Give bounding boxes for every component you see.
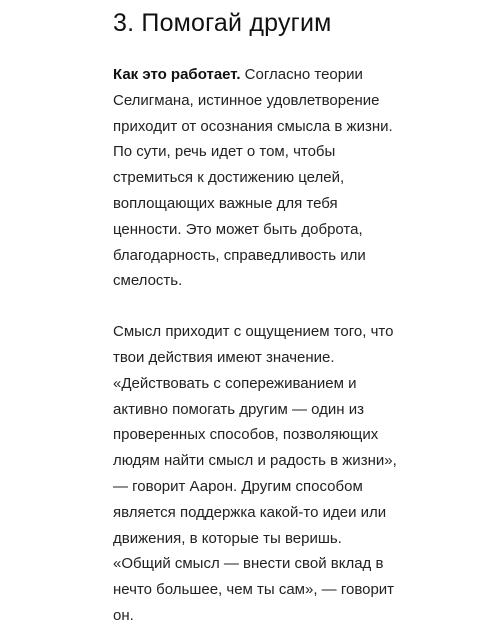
paragraph-body: Согласно теории Селигмана, истинное удовлетворение приходит от осознания смысла в жизни. По сути, речь идет о том, чтобы стремиться к достижению целей, воплощающих важные для тебя ценности. Это может быть доброта, благодарность, справедливость или смелость.	[113, 66, 393, 290]
section-heading: 3. Помогай другим	[113, 9, 332, 37]
lead-in-bold: Как это работает.	[113, 66, 241, 83]
paragraph-meaning: Смысл приходит с ощущением того, что твои действия имеют значение. «Действовать с сопереживанием и активно помогать другим — один из проверенных способов, позволяющих людям найти смысл и радость в жизни», — говорит Аарон. Другим способом является поддержка какой-то идеи или движения, в которые ты веришь. «Общий смысл — внести свой вклад в нечто большее, чем ты сам», — говорит он.	[113, 323, 397, 624]
article	[113, 0, 433, 629]
paragraph-how-it-works	[113, 62, 433, 294]
